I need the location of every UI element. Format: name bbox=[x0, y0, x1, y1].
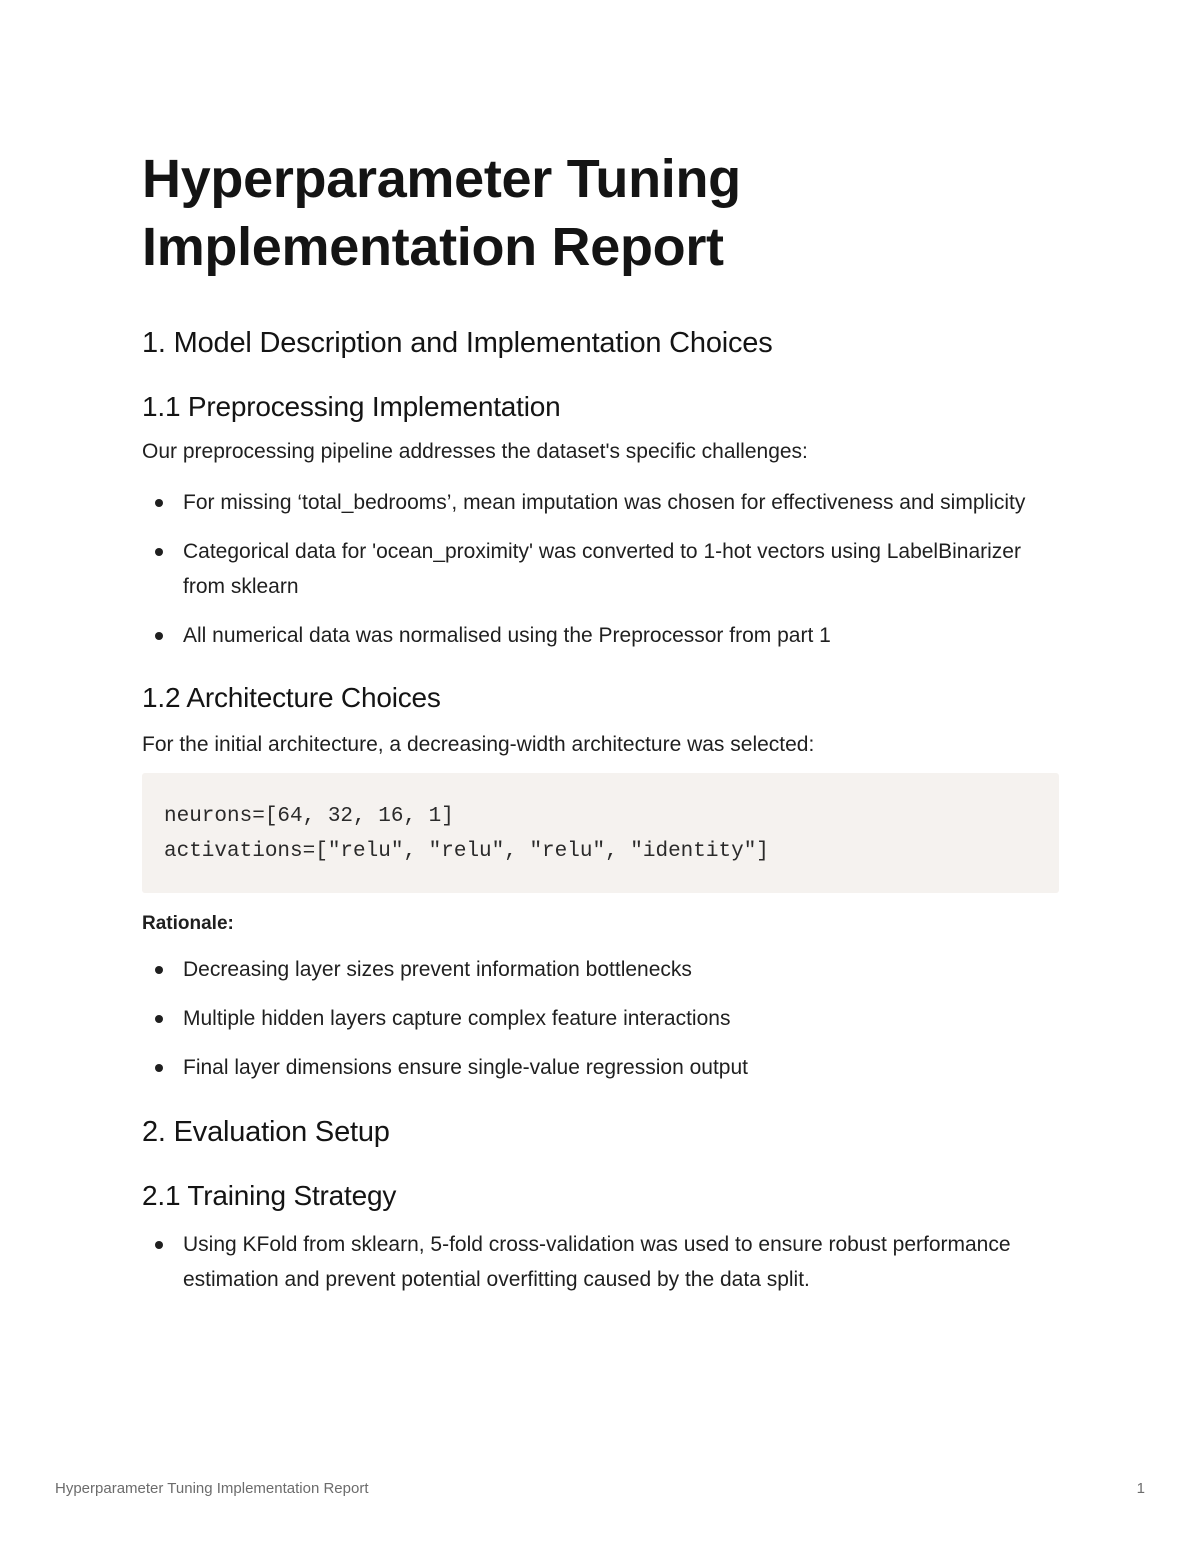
list-item-text: Using KFold from sklearn, 5-fold cross-validation was used to ensure robust performance estimation and prevent potential overfitting caused by the data split. bbox=[183, 1233, 1011, 1291]
document-title-line-2: Implementation Report bbox=[142, 217, 724, 277]
bullet-icon bbox=[155, 1015, 163, 1023]
section-2-1-heading: 2.1 Training Strategy bbox=[142, 1180, 397, 1211]
preprocessing-intro: Our preprocessing pipeline addresses the dataset's specific challenges: bbox=[142, 440, 808, 463]
section-1-2-heading: 1.2 Architecture Choices bbox=[142, 682, 441, 713]
code-line-activations: activations=["relu", "relu", "relu", "identity"] bbox=[164, 840, 769, 863]
footer-title: Hyperparameter Tuning Implementation Report bbox=[55, 1480, 369, 1497]
preprocessing-list bbox=[142, 485, 1059, 653]
list-item bbox=[142, 1227, 1059, 1297]
code-line-neurons: neurons=[64, 32, 16, 1] bbox=[164, 805, 454, 828]
list-item-text: Categorical data for 'ocean_proximity' was converted to 1-hot vectors using LabelBinarizer from sklearn bbox=[183, 540, 1021, 598]
bullet-icon bbox=[155, 966, 163, 974]
list-item-text: Multiple hidden layers capture complex feature interactions bbox=[183, 1007, 731, 1030]
list-item bbox=[142, 618, 1059, 653]
document-title bbox=[142, 145, 1059, 281]
section-1-1-heading: 1.1 Preprocessing Implementation bbox=[142, 391, 561, 422]
list-item bbox=[142, 952, 1059, 987]
code-block bbox=[142, 773, 1059, 893]
bullet-icon bbox=[155, 1241, 163, 1249]
section-1-heading: 1. Model Description and Implementation Choices bbox=[142, 327, 773, 359]
list-item bbox=[142, 534, 1059, 604]
rationale-label: Rationale: bbox=[142, 913, 234, 934]
architecture-intro: For the initial architecture, a decreasing-width architecture was selected: bbox=[142, 733, 815, 756]
bullet-icon bbox=[155, 499, 163, 507]
section-2-heading: 2. Evaluation Setup bbox=[142, 1116, 390, 1148]
list-item bbox=[142, 1050, 1059, 1085]
list-item-text: Final layer dimensions ensure single-value regression output bbox=[183, 1056, 748, 1079]
bullet-icon bbox=[155, 1064, 163, 1072]
rationale-list bbox=[142, 952, 1059, 1085]
list-item bbox=[142, 485, 1059, 520]
document-page bbox=[142, 145, 1059, 1297]
list-item bbox=[142, 1001, 1059, 1036]
document-title-line-1: Hyperparameter Tuning bbox=[142, 149, 741, 209]
training-strategy-list bbox=[142, 1227, 1059, 1297]
list-item-text: All numerical data was normalised using the Preprocessor from part 1 bbox=[183, 624, 831, 647]
list-item-text: Decreasing layer sizes prevent information bottlenecks bbox=[183, 958, 692, 981]
bullet-icon bbox=[155, 632, 163, 640]
bullet-icon bbox=[155, 548, 163, 556]
footer-page-number: 1 bbox=[1136, 1480, 1145, 1497]
list-item-text: For missing ‘total_bedrooms’, mean imputation was chosen for effectiveness and simplicity bbox=[183, 491, 1026, 514]
